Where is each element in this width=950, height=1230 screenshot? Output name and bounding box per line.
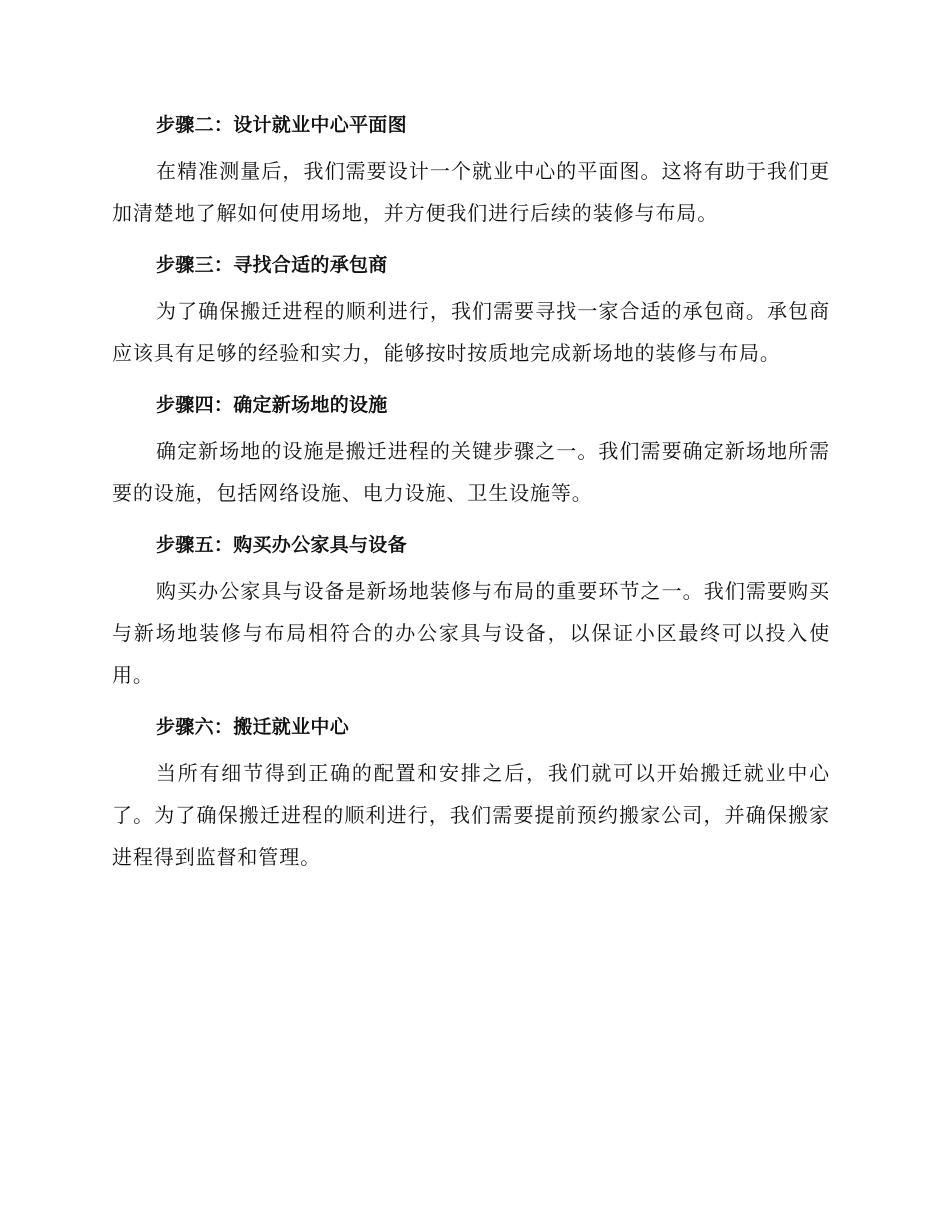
section-paragraph: 在精准测量后，我们需要设计一个就业中心的平面图。这将有助于我们更加清楚地了解如何使用场地，并方便我们进行后续的装修与布局。 [112,159,830,225]
document-content [112,110,830,894]
section-step-2 [112,110,830,234]
section-step-6 [112,712,830,878]
section-step-3 [112,250,830,374]
section-paragraph: 购买办公家具与设备是新场地装修与布局的重要环节之一。我们需要购买与新场地装修与布局相符合的办公家具与设备，以保证小区最终可以投入使用。 [112,579,830,687]
section-paragraph: 当所有细节得到正确的配置和安排之后，我们就可以开始搬迁就业中心了。为了确保搬迁进程的顺利进行，我们需要提前预约搬家公司，并确保搬家进程得到监督和管理。 [112,761,830,869]
section-step-4 [112,390,830,514]
section-step-5 [112,530,830,696]
section-heading: 步骤六：搬迁就业中心 [156,716,350,738]
section-heading: 步骤三：寻找合适的承包商 [156,254,388,276]
section-heading: 步骤二：设计就业中心平面图 [156,114,407,136]
section-paragraph: 为了确保搬迁进程的顺利进行，我们需要寻找一家合适的承包商。承包商应该具有足够的经验和实力，能够按时按质地完成新场地的装修与布局。 [112,299,830,365]
section-heading: 步骤五：购买办公家具与设备 [156,534,407,556]
section-paragraph: 确定新场地的设施是搬迁进程的关键步骤之一。我们需要确定新场地所需要的设施，包括网络设施、电力设施、卫生设施等。 [112,439,830,505]
section-heading: 步骤四：确定新场地的设施 [156,394,388,416]
